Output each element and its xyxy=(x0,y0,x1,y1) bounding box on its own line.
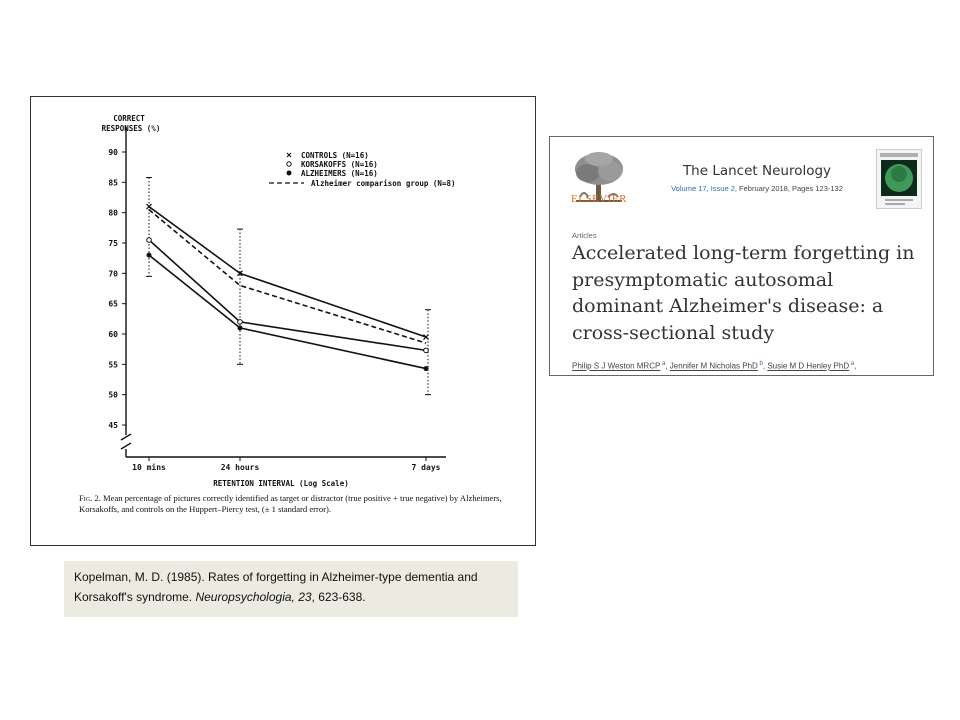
journal-info xyxy=(650,184,864,193)
series-line xyxy=(149,207,426,337)
author-affiliation[interactable]: a xyxy=(849,361,855,367)
elsevier-wordmark: ELSEVIER xyxy=(571,193,627,205)
author-link[interactable]: Susie M D Henley PhD xyxy=(767,361,850,371)
legend-label: ALZHEIMERS (N=16) xyxy=(301,169,378,178)
x-tick-label: 10 mins xyxy=(132,463,166,472)
y-tick-label: 60 xyxy=(108,330,118,339)
legend-marker xyxy=(287,153,291,157)
data-point xyxy=(424,366,429,371)
author-link[interactable]: Philip S J Weston MRCP xyxy=(572,361,661,371)
citation-journal: Neuropsychologia, 23 xyxy=(195,590,312,604)
article-title: Accelerated long-term forgetting in presymptomatic autosomal dominant Alzheimer's disease: a cross-sectional study xyxy=(572,242,915,344)
legend-label: CONTROLS (N=16) xyxy=(301,151,369,160)
volume-link[interactable]: Volume 17, Issue 2 xyxy=(671,184,735,193)
y-tick-label: 55 xyxy=(108,360,118,370)
caption-text: Mean percentage of pictures correctly identified as target or distractor (true positive + true negative) by Alzheimers, Korsakoffs, and controls on the Huppert–Piercy test, (± 1 standard error). xyxy=(79,493,502,514)
y-tick-label: 80 xyxy=(108,208,118,218)
y-tick-label: 85 xyxy=(108,178,118,188)
data-point xyxy=(147,204,152,209)
author-list xyxy=(572,361,922,371)
axis-break-mark xyxy=(121,443,131,449)
data-point xyxy=(238,325,243,330)
series-line xyxy=(149,240,426,350)
y-tick-label: 65 xyxy=(108,299,118,309)
legend-marker xyxy=(287,171,292,176)
author-separator: , xyxy=(762,361,768,371)
y-tick-label: 50 xyxy=(108,390,118,400)
lancet-article-card xyxy=(549,136,934,376)
data-point xyxy=(424,348,429,353)
author-link[interactable]: Jennifer M Nicholas PhD xyxy=(669,361,758,371)
y-tick-label: 70 xyxy=(108,269,118,279)
x-tick-label: 24 hours xyxy=(220,463,260,472)
x-tick-label: 7 days xyxy=(411,463,441,472)
date-pages: , February 2018, Pages 123-132 xyxy=(734,184,843,193)
legend-label: Alzheimer comparison group (N=8) xyxy=(311,179,456,188)
legend-marker xyxy=(287,162,291,166)
data-point xyxy=(147,238,152,243)
legend-label: KORSAKOFFS (N=16) xyxy=(301,160,378,169)
x-axis-label: RETENTION INTERVAL (Log Scale) xyxy=(213,479,349,488)
y-tick-label: 75 xyxy=(108,239,118,248)
figure-caption xyxy=(79,493,519,515)
y-axis-label: CORRECT xyxy=(113,114,145,123)
series-line xyxy=(149,255,426,368)
citation-pages: , 623-638. xyxy=(311,590,366,604)
journal-cover-thumbnail[interactable] xyxy=(876,149,922,209)
author-affiliation[interactable]: a xyxy=(660,361,666,367)
data-point xyxy=(238,320,243,325)
citation-authors: Kopelman, M. D. (1985). Rates of forgetting in Alzheimer-type dementia and Korsakoff's syndrome. xyxy=(74,570,478,604)
line-chart xyxy=(31,97,537,547)
section-label: Articles xyxy=(572,231,597,240)
citation-box xyxy=(64,561,518,617)
author-affiliation[interactable]: b xyxy=(757,361,763,367)
y-tick-label: 45 xyxy=(108,421,118,430)
y-tick-label: 90 xyxy=(108,148,118,157)
author-separator: , xyxy=(665,361,670,371)
data-point xyxy=(147,253,152,258)
figure-panel xyxy=(30,96,536,546)
y-axis-label: RESPONSES (%) xyxy=(101,124,161,133)
journal-title[interactable]: The Lancet Neurology xyxy=(682,163,832,179)
caption-prefix: Fig. 2. xyxy=(79,493,101,503)
author-separator: , xyxy=(854,361,857,371)
